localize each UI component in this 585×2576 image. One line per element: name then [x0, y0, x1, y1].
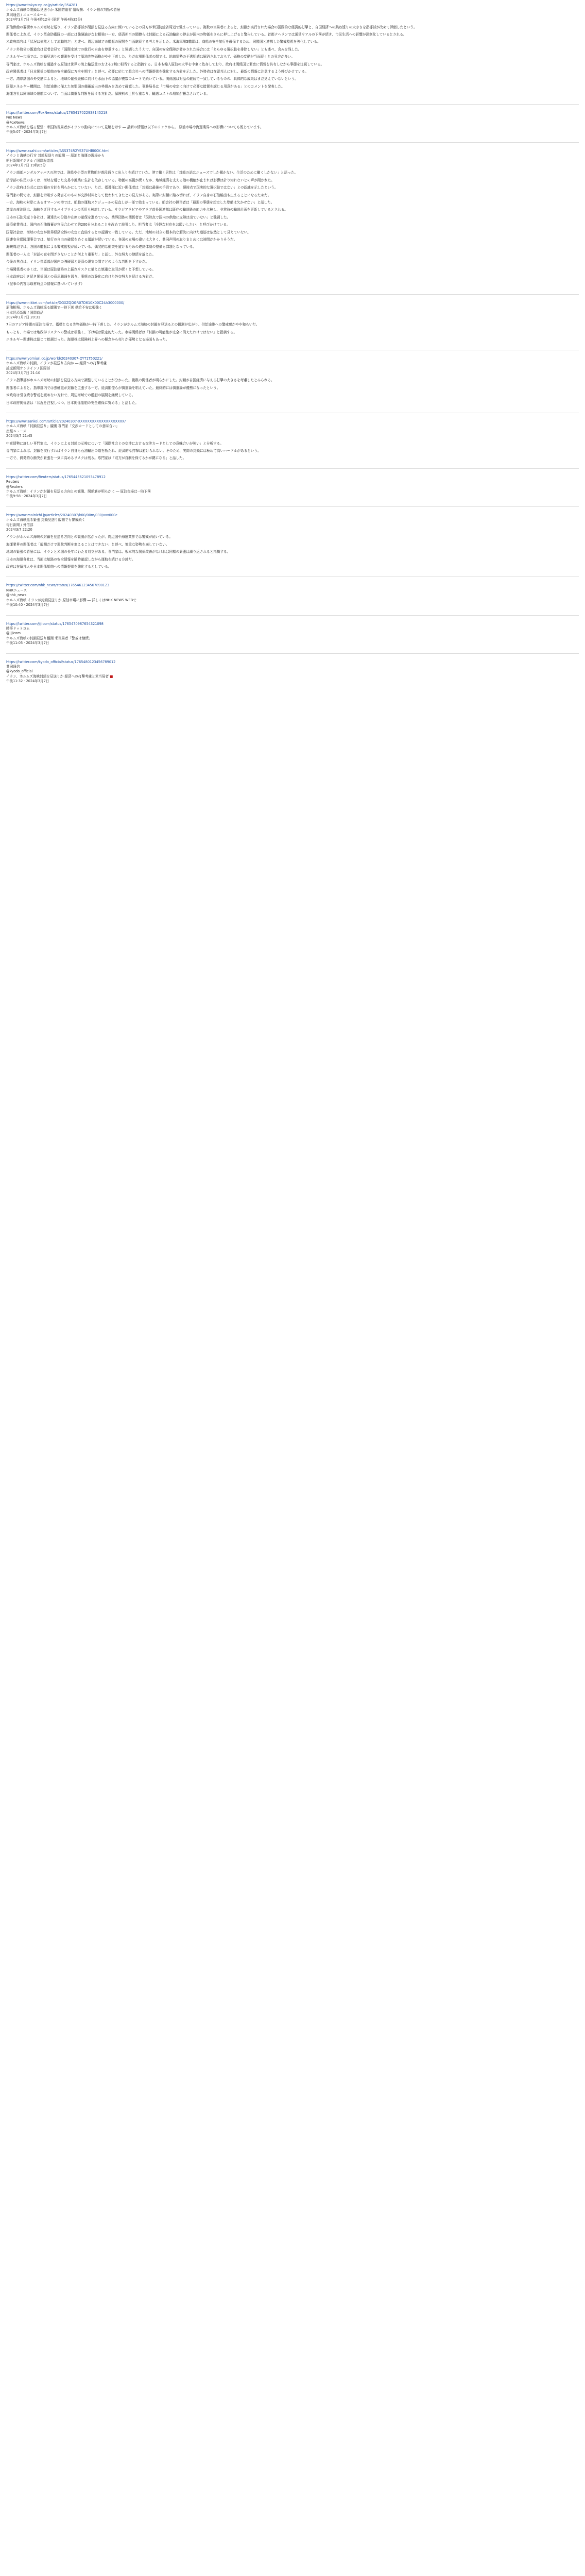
tweet-text: ホルムズ海峡の封鎖見送り観測 米当局者「警戒は継続」 [6, 636, 92, 640]
article-paragraph: 今後の焦点は、イラン指導部が国内の強硬派と経済の現実の間でどのような判断を下すかだ。 [6, 260, 149, 264]
article-source: 日本経済新聞 / 国際商品 [6, 310, 44, 315]
article-source: 毎日新聞 / 外信部 [6, 522, 33, 527]
article-title: イランと海峡の行方 封鎖見送りの観測 ― 原油と海運の現場から [6, 154, 105, 158]
article-url[interactable]: https://www.mainichi.jp/articles/20240307/k00/00m/030/xxx000c [6, 513, 117, 517]
article-url[interactable]: https://twitter.com/nhk_news/status/1765461234567890123 [6, 583, 110, 588]
tweet-date: 午後11:05 · 2024年3月7日 [6, 641, 49, 646]
tweet-author: 時事ドットコム [6, 626, 30, 631]
tweet-text: ホルムズ海峡を巡る緊張：米国防当局者がイランの動向について見解を示す ― 最新の情報は以下のリンクから。 原油市場や海運業界への影響についても報じています。 [6, 125, 264, 129]
article-url[interactable]: https://twitter.com/jijicom/status/1765470987654321098 [6, 621, 104, 626]
article-paragraph: 日本政府関係者は「状況を注視しつつ、日本関係船舶の安全確保に努める」と話した。 [6, 400, 139, 405]
article-source: 朝日新聞デジタル / 国際報道部 [6, 158, 54, 163]
article-paragraph: 一方で、偶発的な衝突が緊張を一気に高めるリスクは残る。専門家は「双方が自制を保てるかが鍵になる」と話した。 [6, 456, 186, 461]
article-url[interactable]: https://twitter.com/FoxNews/status/1765417022938145218 [6, 110, 108, 115]
article-title: ホルムズ海峡の閉鎖は見送りか 米国防総省 情報筋：イラン側の判断の背景 [6, 8, 121, 12]
article-paragraph: 7日のアジア時間の原油市場で、指標となる先物価格が一時下落した。イランがホルムズ海峡の封鎖を見送るとの観測が広がり、供給途絶への警戒感がやや和らいだ。 [6, 323, 260, 327]
article-7 [6, 475, 579, 499]
article-6 [6, 419, 579, 461]
end-mark: ■ [110, 674, 113, 679]
article-paragraph: 国際社会は、海峡の安定が世界経済全体の安定に直結するとの認識で一致している。ただ、地域の対立の根本的な解決に向けた道筋は依然として見えていない。 [6, 230, 251, 234]
tweet-text-body: イラン、ホルムズ海峡封鎖を見送りか 経済への打撃考慮と米当局者 [6, 674, 109, 679]
article-paragraph: 日本の海運各社は、当面は航路の安全情報を随時確認しながら運航を続ける方針だ。 [6, 557, 135, 562]
article-paragraph: 専門家によれば、封鎖を実行すればイラン自身も石油輸出の道を断たれ、経済的な打撃は避けられない。そのため、実際の封鎖には極めて高いハードルがあるという。 [6, 448, 261, 453]
article-paragraph: 米政府は引き続き警戒を緩めない方針で、周辺海域での艦艇の展開を継続している。 [6, 393, 135, 398]
article-title: ホルムズ海峡の封鎖、イランが見送り方向か ― 経済への打撃考慮 [6, 361, 107, 366]
article-paragraph: 一方、海峡の対岸にあるオマーンの港では、船舶の運航スケジュールの見直しが一部で始まっている。船会社の担当者は「最悪の事態を想定した準備は欠かせない」と話した。 [6, 200, 274, 205]
article-paragraph: 関係者の一人は「対話の窓を閉ざさないことが何より重要だ」と話し、外交努力の継続を訴えた。 [6, 252, 156, 257]
article-paragraph: 日本の石油元売り各社は、調達先の分散や在庫の確保を進めている。業界団体の関係者は「現時点で国内の供給に支障は出ていない」と強調した。 [6, 215, 231, 219]
tweet-date: 午後9:58 · 2024年3月7日 [6, 494, 47, 499]
tweet-author: 共同通信 [6, 664, 20, 669]
article-paragraph: 専門家の間では、封鎖を示唆する発言そのものが交渉材料として使われてきたとの見方がある。実際に封鎖に踏み切れば、イラン自身の石油輸出も止まることになるためだ。 [6, 193, 271, 197]
divider [6, 506, 579, 507]
article-paragraph: 関係者によれば、イラン革命防衛隊の一部には強硬論がなお根強い一方、経済担当の閣僚らは封鎖による石油輸出の停止が国内の物価をさらに押し上げると警告している。首都テヘランでは通貨リアルの下落が続き、市民生活への影響が深刻化しているとされる。 [6, 32, 407, 37]
tweet-handle: @FoxNews [6, 120, 25, 125]
article-paragraph: 海峡周辺では、各国の艦艇による警戒監視が続いている。偶発的な衝突を避けるための連絡体制の整備も課題となっている。 [6, 245, 197, 249]
article-paragraph: 国連安全保障理事会では、航行の自由の確保をめぐる議論が続いている。各国の立場の違いは大きく、共同声明の取りまとめには時間がかかりそうだ。 [6, 238, 237, 242]
article-date: 2024年3月7日 21:10 [6, 370, 41, 375]
article-title: ホルムズ海峡巡る緊張 封鎖見送り観測でも警戒続く [6, 518, 85, 522]
article-10 [6, 622, 579, 646]
article-5 [6, 357, 579, 405]
article-paragraph: 沿岸部の住民の多くは、海峡を通じた交易や漁業に生計を依存している。物価の高騰が続くなか、地域経済を支える港の機能が止まれば影響は計り知れないとの声が聞かれた。 [6, 178, 274, 182]
article-url[interactable]: https://www.yomiuri.co.jp/world/20240307-OYT1T50221/ [6, 356, 102, 361]
article-8 [6, 513, 579, 570]
article-url[interactable]: https://www.tokyo-np.co.jp/article/354281 [6, 3, 78, 7]
tweet-handle: @kyodo_official [6, 669, 33, 674]
article-paragraph: （記事の内容は取材時点の情報に基づいています） [6, 282, 84, 286]
article-paragraph: 日本政府は引き続き関係国との意思疎通を図り、事態の沈静化に向けた外交努力を続ける方針だ。 [6, 275, 156, 279]
divider [6, 294, 579, 295]
article-paragraph: 原油供給の要衝ホルムズ海峡を巡り、イラン指導部が閉鎖を見送る方向に傾いているとの見方が米国防総省周辺で強まっている。複数の当局者によると、封鎖が実行された場合の国際的な経済的打撃と、自国経済への跳ね返りの大きさを指導部が改めて評価したという。 [6, 25, 417, 29]
article-3 [6, 149, 579, 287]
divider [6, 653, 579, 654]
article-paragraph: 海運各社は同海域の運航について、当面は慎重な判断を続ける方針だ。保険料の上昇も重なり、輸送コストの増加が懸念されている。 [6, 92, 210, 96]
tweet-handle: @nhk_news [6, 593, 27, 598]
tweet-author: Reuters [6, 480, 20, 484]
article-source: 産経ニュース [6, 429, 27, 433]
tweet-author: NHKニュース [6, 588, 27, 592]
article-url[interactable]: https://twitter.com/kyodo_official/status/1765480123456789012 [6, 659, 116, 664]
article-source: 共同通信 / ニュースルーム [6, 12, 47, 17]
tweet-handle: @Reuters [6, 484, 23, 489]
article-source: 読売新聞オンライン / 国際部 [6, 366, 50, 370]
article-paragraph: 中東情勢に詳しい専門家は、イランによる封鎖の示唆について「国際社会との交渉における交渉カードとしての意味合いが強い」と分析する。 [6, 441, 223, 446]
article-paragraph: 一方、湾岸諸国の外交筋によると、地域の緊張緩和に向けた水面下の協議が複数のルートで続いている。関係国は対話の継続で一致しているものの、具体的な成果はまだ見えていないという。 [6, 77, 298, 81]
article-paragraph: イラン南部バンダルアッバスの港では、漁船や小型の貨物船が普段通りに出入りを続けていた。港で働く男性は「封鎖の話はニュースでしか聞かない。生活のために働くしかない」と語った。 [6, 171, 298, 175]
article-paragraph: 政府関係者は「日本関係の船舶の安全確保に万全を期す」と述べ、必要に応じて船会社への情報提供を強化する方針を示した。外務省は在留邦人に対し、最新の情報に注意するよう呼びかけている。 [6, 70, 308, 74]
article-paragraph: 米政府高官は「状況は依然として流動的だ」と述べ、周辺海域での艦艇の展開を当面継続する考えを示した。米海軍第5艦隊は、商船の安全航行を確保するため、同盟国と連携した警戒監視を強化している。 [6, 40, 321, 44]
article-paragraph: 国際エネルギー機関は、供給途絶に備えた加盟国の備蓄放出の枠組みを改めて確認した。事務局長は「市場の安定に向けて必要な措置を講じる用意がある」とのコメントを発表した。 [6, 84, 285, 89]
document-page [0, 0, 585, 684]
tweet-text: ホルムズ海峡：イランが封鎖を見送る方向との観測、関係筋が明らかに ― 原油市場は一時下落 [6, 489, 151, 494]
article-paragraph: イラン政府は公式には封鎖の方針を明らかにしていない。ただ、指導部に近い関係者は「封鎖は最後の手段であり、現時点で現実的な選択肢ではない」との認識を示したという。 [6, 185, 278, 190]
article-date: 2024年3月7日 20:31 [6, 315, 41, 320]
article-paragraph: エネルギー関連株は総じて軟調だった。海運株は保険料上昇への懸念から売りが優勢となる場面もあった。 [6, 337, 169, 342]
article-title: ホルムズ海峡「封鎖見送り」観測 専門家「交渉カードとしての意味合い」 [6, 424, 119, 429]
article-9 [6, 583, 579, 607]
article-paragraph: 関係者によると、指導部内では強硬派が封鎖を主張する一方、経済閣僚らが慎重論を唱えていた。最終的には慎重論が優勢になったという。 [6, 385, 220, 390]
article-2 [6, 111, 579, 135]
article-date: 2024年3月7日 午後4時12分 (更新 午後4時35分) [6, 18, 82, 22]
tweet-date: 午後5:07 · 2024年3月7日 [6, 130, 47, 134]
tweet-handle: @jijicom [6, 631, 21, 636]
article-paragraph: 専門家は、ホルムズ海峡を通過する原油は世界の海上輸送量のおよそ2割に相当すると指摘する。日本も輸入原油の大半を中東に依存しており、政府は関係国と緊密に情報を共有しながら事態を注視している。 [6, 62, 324, 66]
article-paragraph: 市場関係者の多くは、当面は原油価格の上振れリスクに備えた慎重な取引が続くと予想している。 [6, 267, 156, 272]
article-paragraph: もっとも、市場では地政学リスクへの警戒は根強く、下げ幅は限定的だった。市場関係者は「封鎖の可能性が完全に消えたわけではない」と指摘する。 [6, 330, 237, 334]
divider [6, 104, 579, 105]
article-paragraph: イラン外務省の報道官は記者会見で「国際水域での航行の自由を尊重する」と強調したうえで、自国の安全保障が脅かされた場合には「あらゆる選択肢を排除しない」とも述べ、含みを残した。 [6, 47, 302, 52]
divider [6, 615, 579, 616]
article-paragraph: イランがホルムズ海峡の封鎖を見送る方向との観測が広がったが、周辺国や海運業界では警戒が続いている。 [6, 535, 173, 539]
divider [6, 468, 579, 469]
article-url[interactable]: https://www.sankei.com/article/20240307-XXXXXXXXXXXXXXXXXXXX/ [6, 419, 126, 423]
tweet-text [6, 674, 579, 679]
article-paragraph: 経済産業省は、国内の石油備蓄が官民合わせて約200日分あることを改めて説明した。担当者は「冷静な対応をお願いしたい」と呼びかけている。 [6, 223, 230, 227]
article-paragraph: イラン指導部がホルムズ海峡の封鎖を見送る方向で調整していることが分かった。複数の関係者が明らかにした。封鎖が自国経済に与える打撃の大きさを考慮したとみられる。 [6, 378, 274, 383]
tweet-date: 午後10:40 · 2024年3月7日 [6, 603, 49, 607]
divider [6, 142, 579, 143]
article-url[interactable]: https://twitter.com/Reuters/status/1765445621093478912 [6, 474, 106, 479]
article-1 [6, 3, 579, 97]
article-paragraph: 地域の緊張の背景には、イランと米国の長年にわたる対立がある。専門家は、根本的な関係改善がなければ同様の緊張は繰り返されると指摘する。 [6, 550, 231, 554]
tweet-text: ホルムズ海峡 イランが封鎖見送りか 原油市場に影響 ― 詳しくはNHK NEWS WEBで [6, 598, 136, 602]
article-date: 2024年3月7日 19時05分 [6, 163, 46, 167]
article-title: 原油相場、ホルムズ海峡巡る観測で一時下落 供給不安は根強く [6, 306, 102, 310]
article-url[interactable]: https://www.nikkei.com/article/DGXZQOGR07D610X00C24A3000000/ [6, 300, 125, 305]
article-paragraph: 政府は在留邦人や日本関係船舶への情報提供を強化するとしている。 [6, 565, 112, 569]
article-date: 2024/3/7 21:45 [6, 434, 32, 438]
tweet-author: Fox News [6, 115, 23, 120]
article-paragraph: 海運業界の関係者は「観測だけで運航判断を変えることはできない」と述べ、慎重な姿勢を崩していない。 [6, 542, 169, 547]
article-paragraph: エネルギー市場では、封鎖見送りの観測を受けて原油先物価格がやや下落した。ただ市場関係者の間では、地域情勢の不透明感は解消されておらず、価格の変動が当面続くとの見方が多い。 [6, 55, 295, 59]
article-paragraph: 湾岸の産油国は、海峡を迂回するパイプラインの活用も検討している。サウジアラビアやアラブ首長国連邦は既存の輸送路の能力を点検し、非常時の輸送計画を更新しているとされる。 [6, 208, 288, 212]
article-url[interactable]: https://www.asahi.com/articles/ASS374R2YS37UHBI00K.html [6, 148, 110, 153]
tweet-date: 午後11:32 · 2024年3月7日 [6, 679, 49, 684]
article-date: 2024/3/7 22:20 [6, 528, 32, 532]
article-11 [6, 660, 579, 684]
article-4 [6, 301, 579, 343]
